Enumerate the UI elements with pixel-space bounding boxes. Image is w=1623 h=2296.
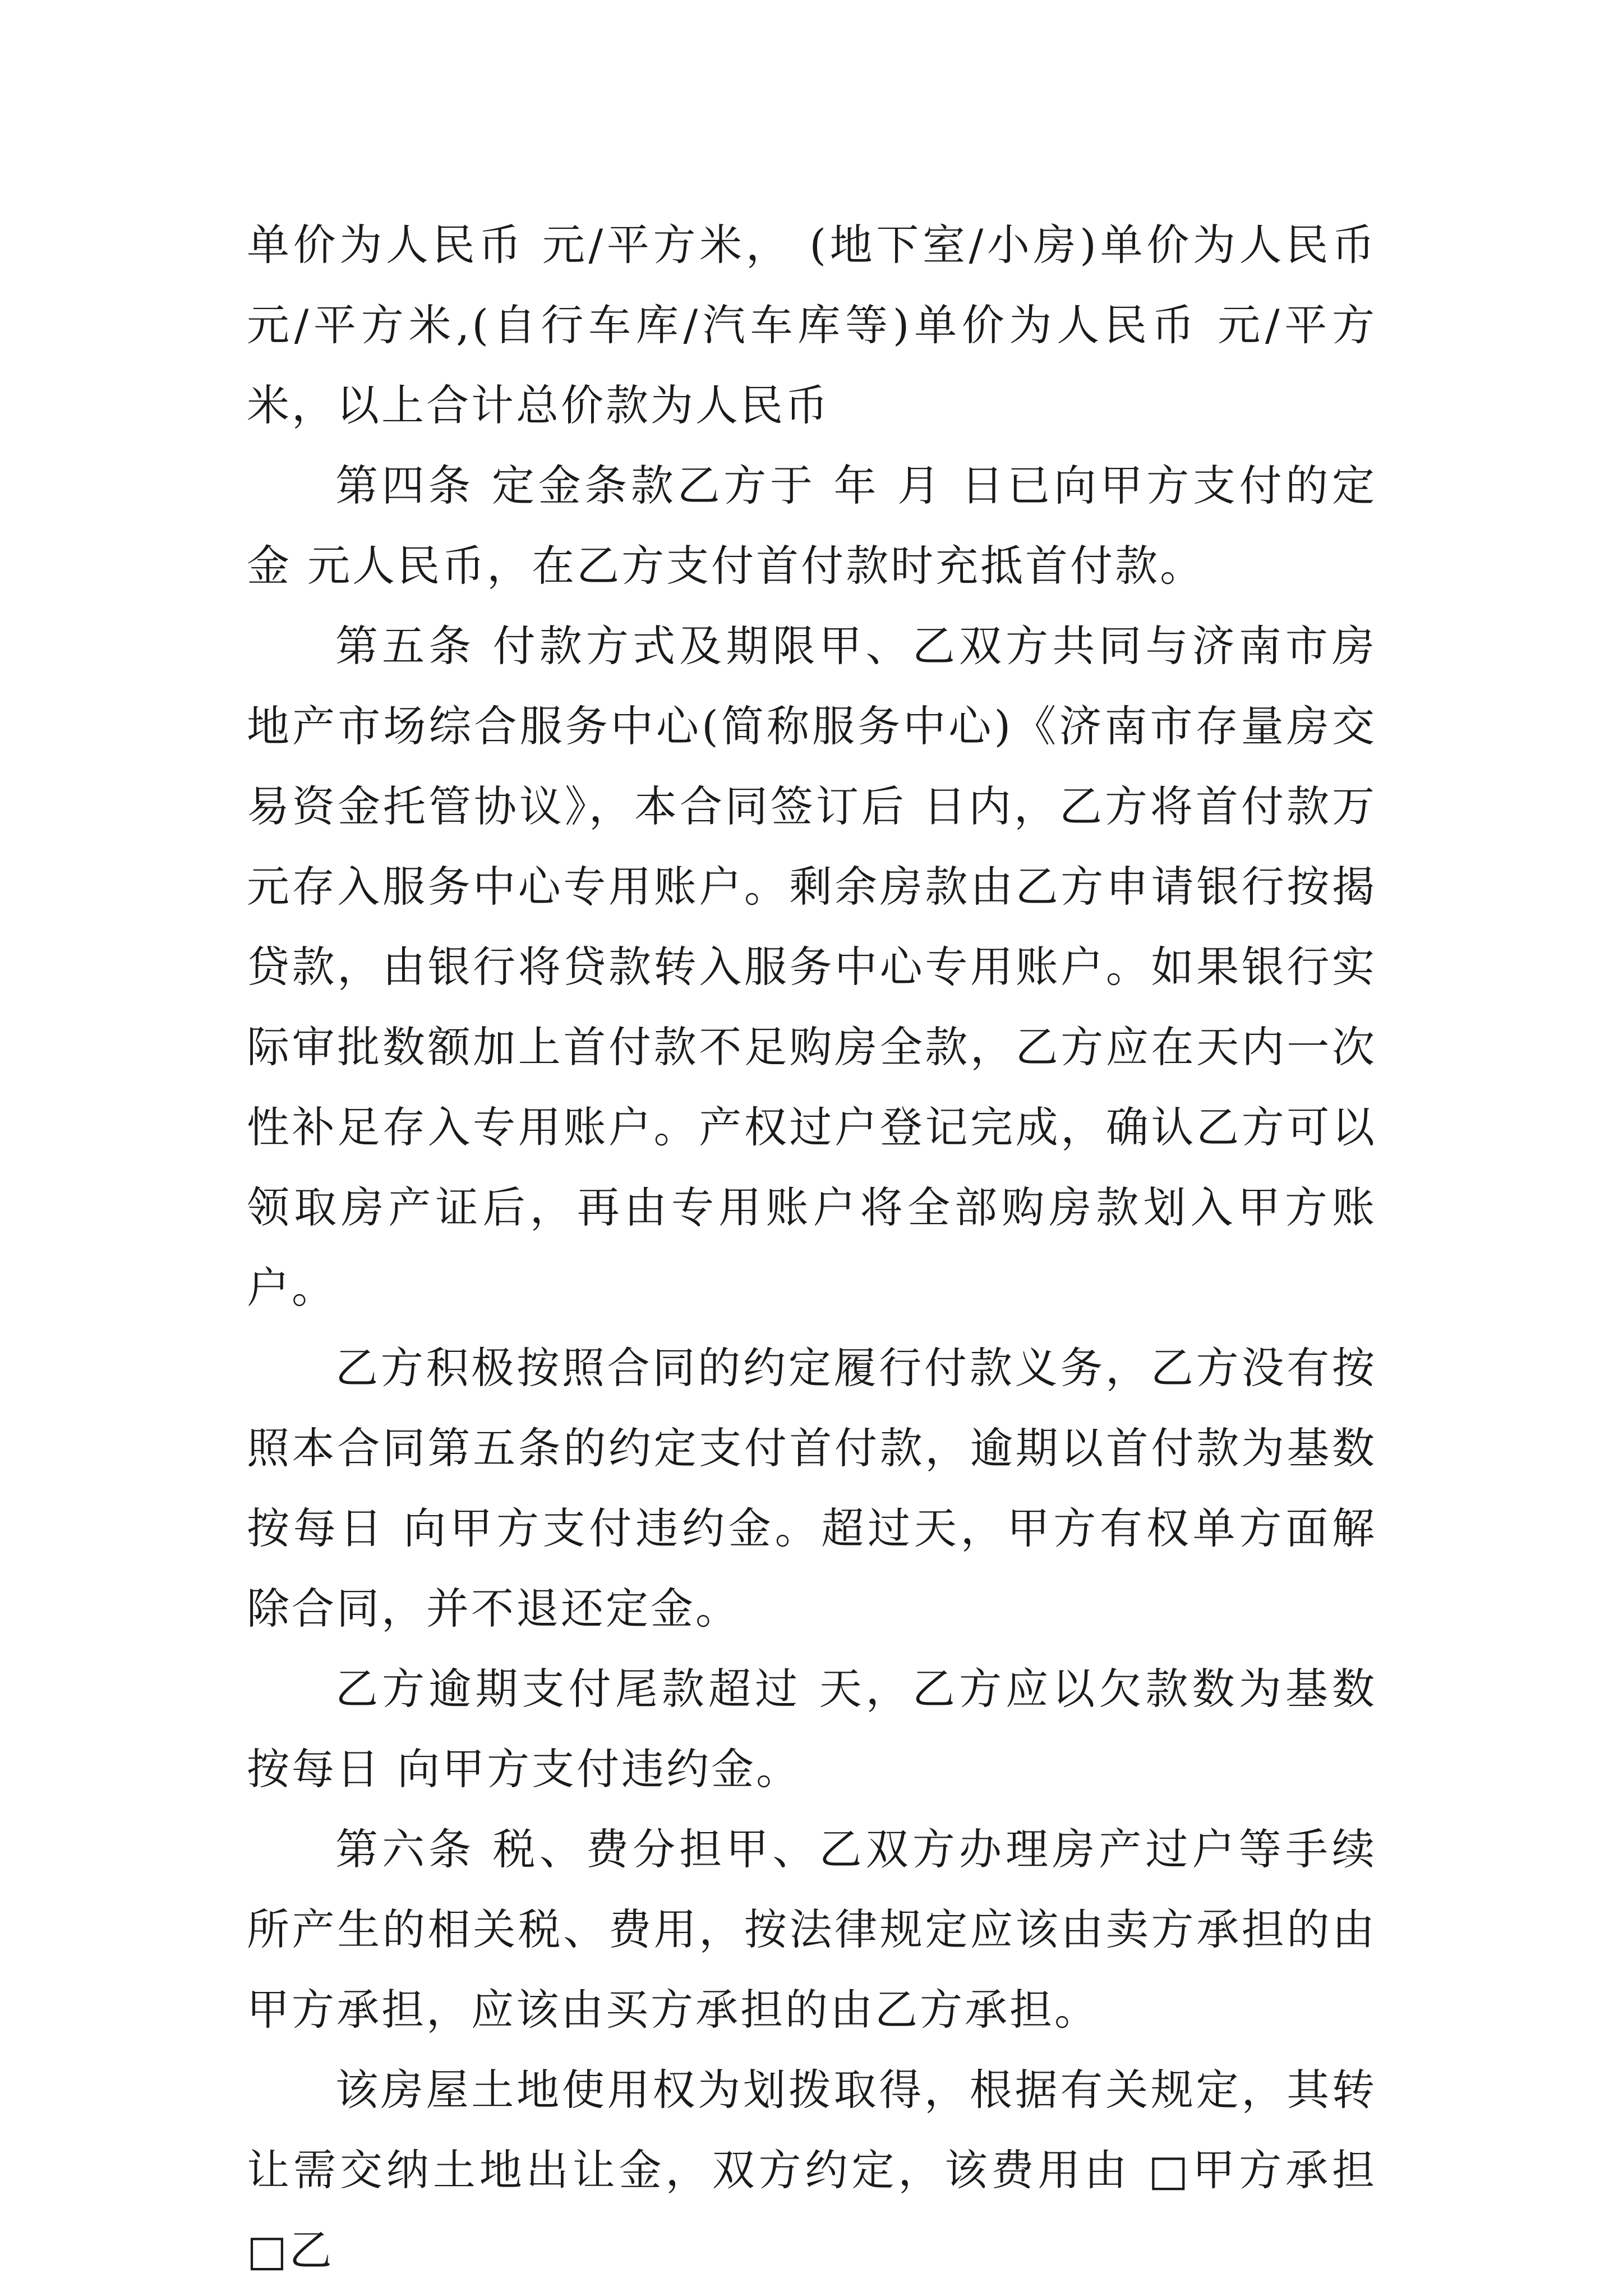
paragraph-late-balance: 乙方逾期支付尾款超过 天，乙方应以欠款数为基数按每日 向甲方支付违约金。 [247, 1664, 1377, 1794]
paragraph-article-4-deposit: 第四条 定金条款乙方于 年 月 日已向甲方支付的定金 元人民币，在乙方支付首付款时充抵首付款。 [247, 461, 1377, 591]
paragraph-late-down-payment: 乙方积极按照合同的约定履行付款义务，乙方没有按照本合同第五条的约定支付首付款，逾期以首付款为基数按每日 向甲方支付违约金。超过天，甲方有权单方面解除合同，并不退还定金。 [247, 1343, 1377, 1634]
paragraph-article-5-payment: 第五条 付款方式及期限甲、乙双方共同与济南市房地产市场综合服务中心(简称服务中心)《济南市存量房交易资金托管协议》，本合同签订后 日内，乙方将首付款万元存入服务中心专用账户。剩余房款由乙方申请银行按揭贷款，由银行将贷款转入服务中心专用账户。如果银行实际审批数额加上首付款不足购房全款，乙方应在天内一次性补足存入专用账户。产权过户登记完成，确认乙方可以领取房产证后，再由专用账户将全部购房款划入甲方账户。 [247, 621, 1377, 1313]
paragraph-article-6-taxes: 第六条 税、费分担甲、乙双方办理房产过户等手续所产生的相关税、费用，按法律规定应该由卖方承担的由甲方承担，应该由买方承担的由乙方承担。 [247, 1824, 1377, 2035]
paragraph-unit-price: 单价为人民币 元/平方米， (地下室/小房)单价为人民币元/平方米,(自行车库/汽车库等)单价为人民币 元/平方米，以上合计总价款为人民币 [247, 220, 1377, 430]
document-body [247, 205, 1377, 2290]
paragraph-land-fee: 该房屋土地使用权为划拨取得，根据有关规定，其转让需交纳土地出让金，双方约定，该费用由 □甲方承担 □乙 [247, 2065, 1377, 2275]
